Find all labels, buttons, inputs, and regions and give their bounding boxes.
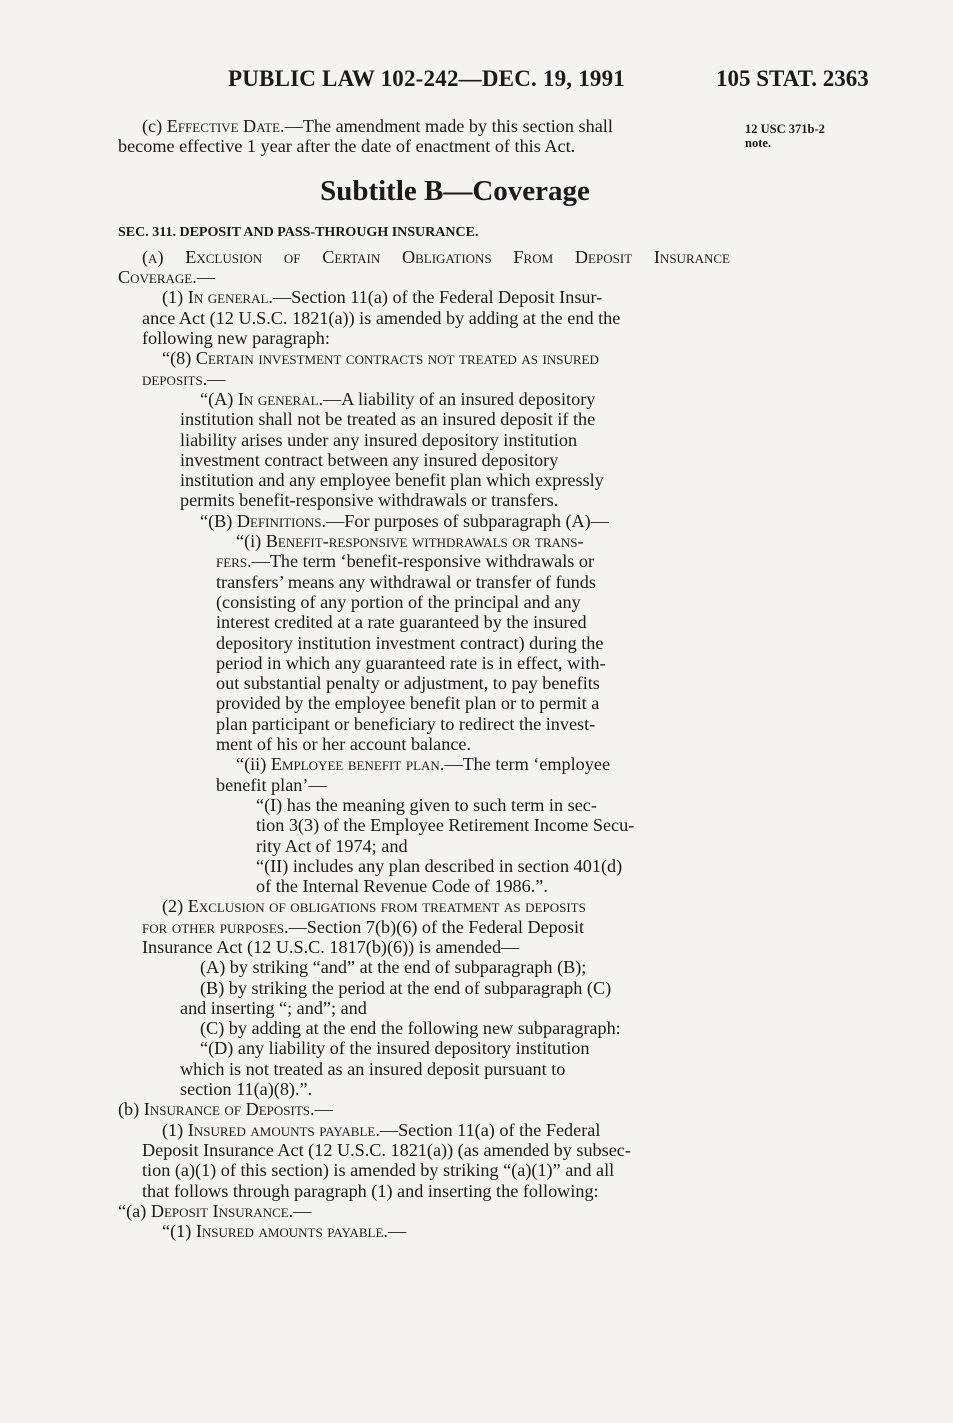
text-line (118, 389, 730, 409)
text-line (118, 1181, 730, 1201)
text-run: —Section 11(a) of the Federal Deposit Insur- (272, 287, 603, 308)
text-line (118, 1140, 730, 1160)
text-line (118, 592, 730, 612)
text-run: plan participant or beneficiary to redirect the invest- (216, 713, 596, 734)
text-line (118, 409, 730, 429)
text-run: “(a) (118, 1200, 151, 1221)
small-caps-heading: In general. (237, 388, 324, 409)
text-run: rity Act of 1974; and (256, 835, 408, 856)
small-caps-heading: Definitions. (236, 510, 327, 531)
section-heading: SEC. 311. DEPOSIT AND PASS-THROUGH INSURANCE. (118, 224, 479, 240)
text-run: institution and any employee benefit plan which expressly (180, 470, 604, 491)
document-body (118, 116, 730, 1241)
text-run: period in which any guaranteed rate is in effect, with- (216, 652, 606, 673)
text-run: transfers’ means any withdrawal or transfer of funds (216, 571, 596, 592)
text-line (118, 531, 730, 551)
text-run: benefit plan’— (216, 774, 327, 795)
text-run: —A liability of an insured depository (323, 388, 596, 409)
text-run: (b) (118, 1099, 144, 1120)
text-run: “(i) (236, 531, 266, 552)
text-line (118, 369, 730, 389)
text-run: which is not treated as an insured deposit pursuant to (180, 1058, 566, 1079)
text-line (118, 998, 730, 1018)
text-run: — (314, 1099, 333, 1120)
text-line (118, 978, 730, 998)
text-line (118, 673, 730, 693)
small-caps-heading: Employee benefit plan. (270, 754, 445, 775)
text-run: (A) by striking “and” at the end of subparagraph (B); (200, 957, 587, 978)
text-run: and inserting “; and”; and (180, 997, 367, 1018)
text-run: “(II) includes any plan described in section 401(d) (256, 855, 623, 876)
text-line (118, 308, 730, 328)
text-line (118, 1038, 730, 1058)
text-run: following new paragraph: (142, 328, 330, 349)
text-line (118, 572, 730, 592)
running-head-stat-page: 105 STAT. 2363 (716, 66, 869, 91)
text-run: —The term ‘employee (444, 754, 611, 775)
text-line (118, 775, 730, 795)
text-line (118, 1079, 730, 1099)
running-head-title: PUBLIC LAW 102-242—DEC. 19, 1991 (228, 66, 626, 91)
margin-note-line: note. (745, 136, 772, 150)
text-run: (2) (162, 896, 188, 917)
small-caps-heading: deposits. (142, 368, 208, 389)
text-run: ment of his or her account balance. (216, 734, 472, 755)
small-caps-heading: Coverage. (118, 267, 197, 288)
text-run: Deposit Insurance Act (12 U.S.C. 1821(a)) (as amended by subsec- (142, 1139, 631, 1160)
text-line (118, 430, 730, 450)
text-line (118, 795, 730, 815)
small-caps-heading: Deposit Insurance. (150, 1200, 294, 1221)
text-run: —For purposes of subparagraph (A)— (326, 510, 609, 531)
text-run: section 11(a)(8).”. (180, 1079, 313, 1100)
text-line (118, 754, 730, 774)
text-run: “(1) (162, 1221, 196, 1242)
text-line (118, 1201, 730, 1221)
text-line (118, 876, 730, 896)
text-run: (1) (162, 287, 188, 308)
text-line (118, 247, 730, 267)
small-caps-heading: Exclusion of obligations from treatment as deposits (187, 896, 586, 917)
text-run: (c) (142, 116, 167, 136)
statute-text (118, 247, 730, 1242)
small-caps-heading: (a) Exclusion of Certain Obligations From Deposit Insurance (142, 246, 730, 267)
text-line (118, 1221, 730, 1241)
text-run: — (207, 368, 226, 389)
text-line (118, 328, 730, 348)
text-run: permits benefit-responsive withdrawals or transfers. (180, 490, 559, 511)
small-caps-heading: Insured amounts payable. (195, 1221, 388, 1242)
text-run: provided by the employee benefit plan or to permit a (216, 693, 600, 714)
margin-note-line: 12 USC 371b-2 (745, 122, 825, 136)
subtitle-heading: Subtitle B—Coverage (320, 174, 590, 207)
text-run: liability arises under any insured depository institution (180, 429, 578, 450)
text-run: (1) (162, 1119, 188, 1140)
small-caps-heading: In general. (187, 287, 273, 308)
text-line (118, 1120, 730, 1140)
text-run: “(I) has the meaning given to such term in sec- (256, 794, 597, 815)
text-run: — (387, 1221, 407, 1242)
text-line (118, 551, 730, 571)
text-run: Insurance Act (12 U.S.C. 1817(b)(6)) is amended— (142, 936, 520, 957)
text-run: — (196, 267, 215, 288)
text-line (118, 896, 730, 916)
small-caps-heading: Insured amounts payable. (187, 1119, 380, 1140)
text-run: (B) by striking the period at the end of subparagraph (C) (200, 977, 612, 998)
text-line (118, 856, 730, 876)
text-line (118, 1018, 730, 1038)
effective-date-line-2: become effective 1 year after the date of enactment of this Act. (118, 136, 576, 157)
text-line (118, 348, 730, 368)
text-line (118, 957, 730, 977)
text-run: —The term ‘benefit-responsive withdrawals or (251, 551, 595, 572)
small-caps-heading: for other purposes. (142, 916, 289, 937)
text-run: depository institution investment contract) during the (216, 632, 604, 653)
text-line (118, 836, 730, 856)
text-line (118, 633, 730, 653)
text-run: “(B) (200, 510, 237, 531)
text-run: —Section 7(b)(6) of the Federal Deposit (288, 916, 585, 937)
small-caps-heading: Effective Date. (166, 116, 285, 136)
text-line (118, 1160, 730, 1180)
text-line (118, 511, 730, 531)
text-run: “(D) any liability of the insured depository institution (200, 1038, 590, 1059)
text-line (118, 734, 730, 754)
text-run: of the Internal Revenue Code of 1986.”. (256, 876, 548, 897)
text-line (118, 612, 730, 632)
text-run: “(A) (200, 388, 238, 409)
text-line (118, 470, 730, 490)
text-run: tion 3(3) of the Employee Retirement Income Secu- (256, 815, 635, 836)
text-line (118, 450, 730, 470)
text-run: out substantial penalty or adjustment, to pay benefits (216, 673, 600, 694)
small-caps-heading: fers. (216, 551, 252, 572)
text-run: ance Act (12 U.S.C. 1821(a)) is amended by adding at the end the (142, 307, 621, 328)
text-run: —The amendment made by this section shall (284, 116, 613, 136)
text-line (118, 287, 730, 307)
text-run: “(8) (162, 348, 196, 369)
text-line (118, 815, 730, 835)
text-run: investment contract between any insured depository (180, 449, 559, 470)
text-run: tion (a)(1) of this section) is amended by striking “(a)(1)” and all (142, 1160, 615, 1181)
text-run: that follows through paragraph (1) and inserting the following: (142, 1180, 599, 1201)
text-run: —Section 11(a) of the Federal (379, 1119, 601, 1140)
text-line (118, 490, 730, 510)
small-caps-heading: Certain investment contracts not treated as insured (195, 348, 599, 369)
small-caps-heading: Benefit-responsive withdrawals or trans- (265, 531, 584, 552)
text-line (118, 917, 730, 937)
text-run: — (293, 1200, 312, 1221)
effective-date-line-1 (118, 116, 730, 136)
text-line (118, 1099, 730, 1119)
text-run: “(ii) (236, 754, 271, 775)
text-line (118, 653, 730, 673)
text-line (118, 714, 730, 734)
text-line (118, 937, 730, 957)
small-caps-heading: Insurance of Deposits. (143, 1099, 315, 1120)
margin-citation-note (745, 122, 865, 150)
text-line (118, 1059, 730, 1079)
text-run: interest credited at a rate guaranteed by the insured (216, 612, 587, 633)
text-line (118, 693, 730, 713)
text-run: (consisting of any portion of the principal and any (216, 591, 581, 612)
text-run: institution shall not be treated as an insured deposit if the (180, 409, 596, 430)
text-run: (C) by adding at the end the following new subparagraph: (200, 1018, 621, 1039)
text-line (118, 267, 730, 287)
